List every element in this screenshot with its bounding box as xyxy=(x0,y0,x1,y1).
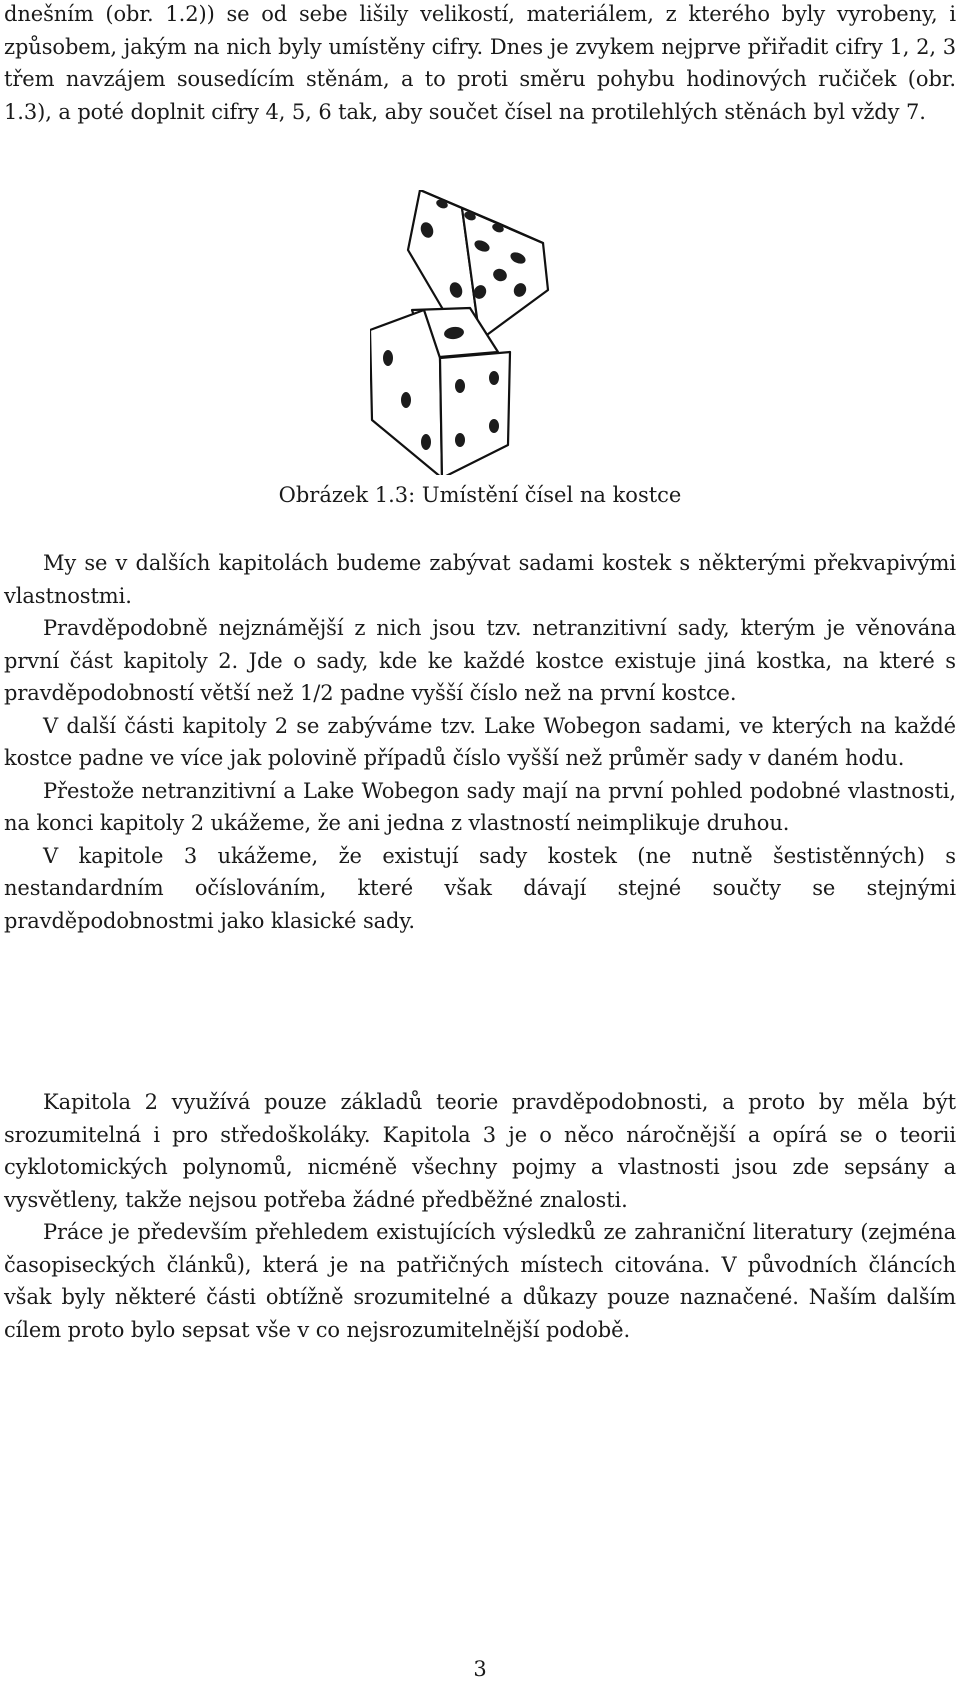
body-paragraph: Kapitola 2 využívá pouze základů teorie pravděpodobnosti, a proto by měla být srozumitelná i pro středoškoláky. Kapitola 3 je o něco náročnější a opírá se o teorii cyklotomických polynomů, nicméně všechny pojmy a vlastnosti jsou zde sepsány a vysvětleny, takže nejsou potřeba žádné předběžné znalosti. xyxy=(4,1090,956,1212)
pip xyxy=(383,350,393,366)
dice-illustration xyxy=(370,190,600,475)
pip xyxy=(421,434,431,450)
pip xyxy=(489,419,499,433)
figure-caption: Obrázek 1.3: Umístění čísel na kostce xyxy=(278,483,682,507)
intro-block xyxy=(4,0,956,128)
body-paragraph: Práce je především přehledem existujících výsledků ze zahraniční literatury (zejména časopiseckých článků), která je na patřičných místech citována. V původních článcích však byly některé části obtížně srozumitelné a důkazy pouze naznačené. Naším dalším cílem proto bylo sepsat vše v co nejsrozumitelnější podobě. xyxy=(4,1220,956,1342)
pip xyxy=(455,379,465,393)
lower-die-right-face xyxy=(440,352,510,475)
body-paragraph: V další části kapitoly 2 se zabýváme tzv. Lake Wobegon sadami, ve kterých na každé kostce padne ve více jak polovině případů číslo vyšší než průměr sady v daném hodu. xyxy=(4,713,956,770)
section-one xyxy=(4,547,956,937)
intro-paragraph: dnešním (obr. 1.2)) se od sebe lišily velikostí, materiálem, z kterého byly vyrobeny, i způsobem, jakým na nich byly umístěny cifry. Dnes je zvykem nejprve přiřadit cifry 1, 2, 3 třem navzájem sousedícím stěnám, a to proti směru pohybu hodinových ručiček (obr. 1.3), a poté doplnit cifry 4, 5, 6 tak, aby součet čísel na protilehlých stěnách byl vždy 7. xyxy=(4,2,956,124)
body-paragraph: My se v dalších kapitolách budeme zabývat sadami kostek s některými překvapivými vlastnostmi. xyxy=(4,551,956,608)
body-paragraph: Pravděpodobně nejznámější z nich jsou tzv. netranzitivní sady, kterým je věnována první část kapitoly 2. Jde o sady, kde ke každé kostce existuje jiná kostka, na které s pravděpodobností větší než 1/2 padne vyšší číslo než na první kostce. xyxy=(4,616,956,705)
pip xyxy=(455,433,465,447)
body-paragraph: Přestože netranzitivní a Lake Wobegon sady mají na první pohled podobné vlastnosti, na konci kapitoly 2 ukážeme, že ani jedna z vlastností neimplikuje druhou. xyxy=(4,778,956,835)
page-number: 3 xyxy=(473,1657,487,1681)
body-paragraph: V kapitole 3 ukážeme, že existují sady kostek (ne nutně šestistěnných) s nestandardním očíslováním, které však dávají stejné součty se stejnými pravděpodobnostmi jako klasické sady. xyxy=(4,843,956,933)
pip xyxy=(489,371,499,385)
dice-figure xyxy=(370,190,600,475)
section-two xyxy=(4,1086,956,1346)
pip xyxy=(401,392,411,408)
